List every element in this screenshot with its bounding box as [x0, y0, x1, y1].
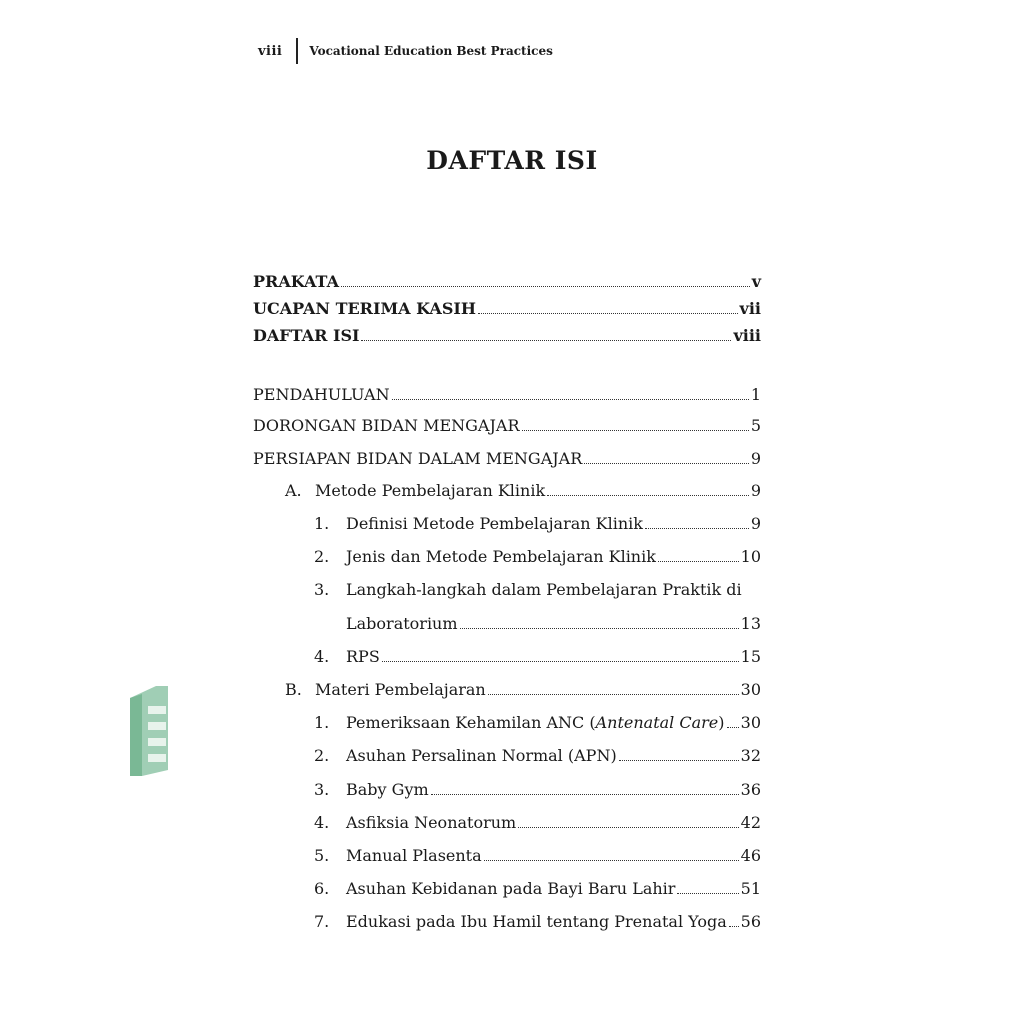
toc-label: Jenis dan Metode Pembelajaran Klinik	[346, 547, 656, 566]
toc-label: RPS	[346, 647, 380, 666]
toc-leader	[361, 340, 731, 341]
toc-page: 56	[740, 912, 761, 931]
toc-label: PERSIAPAN BIDAN DALAM MENGAJAR	[253, 449, 583, 468]
toc-entry-item[interactable]	[346, 614, 761, 634]
toc-entry-item[interactable]	[314, 713, 761, 733]
toc-entry-front[interactable]	[253, 326, 761, 346]
toc-label: Asuhan Persalinan Normal (APN)	[346, 746, 617, 765]
toc-label: Asuhan Kebidanan pada Bayi Baru Lahir	[346, 879, 676, 898]
toc-label: Edukasi pada Ibu Hamil tentang Prenatal Yoga	[346, 912, 727, 931]
toc-entry-front[interactable]	[253, 272, 761, 292]
book-logo-icon	[124, 684, 170, 778]
toc-entry-item[interactable]	[314, 647, 761, 667]
toc-label: Metode Pembelajaran Klinik	[315, 481, 546, 500]
toc-entry-section[interactable]	[285, 481, 761, 501]
toc-leader	[478, 313, 738, 314]
toc-entry-front[interactable]	[253, 299, 761, 319]
toc-entry-item[interactable]	[314, 780, 761, 800]
toc-page: 13	[740, 614, 761, 633]
toc-page: 36	[740, 780, 761, 799]
toc-entry-item[interactable]	[314, 514, 761, 534]
toc-entry-item[interactable]	[314, 912, 761, 932]
toc-label-line1: Langkah-langkah dalam Pembelajaran Praktik di	[346, 580, 742, 599]
toc-entry-item[interactable]	[314, 846, 761, 866]
toc-label: PENDAHULUAN	[253, 385, 390, 404]
toc-leader	[392, 399, 749, 400]
toc-entry-section[interactable]	[285, 680, 761, 700]
header-book-title: Vocational Education Best Practices	[309, 44, 553, 58]
toc-label: DORONGAN BIDAN MENGAJAR	[253, 416, 520, 435]
toc-page: 51	[740, 879, 761, 898]
toc-leader	[619, 760, 739, 761]
toc-entry-chapter[interactable]	[253, 385, 761, 405]
toc-label: UCAPAN TERIMA KASIH	[253, 299, 476, 318]
toc-number: 7.	[314, 912, 330, 931]
header-page-number: viii	[258, 43, 283, 59]
toc-page: 30	[740, 713, 761, 732]
toc-page: 32	[740, 746, 761, 765]
toc-entry-chapter[interactable]	[253, 449, 761, 469]
toc-entry-item[interactable]	[314, 813, 761, 833]
toc-label	[346, 713, 725, 733]
toc-leader	[584, 463, 749, 464]
toc-number: 3.	[314, 580, 330, 599]
toc-leader	[341, 286, 750, 287]
toc-entry-item[interactable]	[314, 746, 761, 766]
toc-leader	[518, 827, 738, 828]
toc-page: 1	[750, 385, 761, 404]
toc-page: 30	[740, 680, 761, 699]
toc-page: v	[751, 272, 761, 291]
toc-entry-chapter[interactable]	[253, 416, 761, 436]
toc-label-text: Pemeriksaan Kehamilan ANC (	[346, 713, 596, 732]
toc-leader	[431, 794, 739, 795]
running-header	[258, 38, 553, 64]
toc-number: 2.	[314, 547, 330, 566]
toc-leader	[658, 561, 739, 562]
toc-number: 4.	[314, 647, 330, 666]
toc-page: 9	[750, 481, 761, 500]
toc-label: PRAKATA	[253, 272, 339, 291]
toc-label: Baby Gym	[346, 780, 429, 799]
toc-label: Materi Pembelajaran	[315, 680, 486, 699]
toc-leader	[484, 860, 739, 861]
toc-leader	[729, 926, 739, 927]
toc-leader	[488, 694, 739, 695]
toc-page: 10	[740, 547, 761, 566]
toc-page: vii	[739, 299, 761, 318]
toc-number: 2.	[314, 746, 330, 765]
toc-page: 9	[750, 514, 761, 533]
toc-number: 6.	[314, 879, 330, 898]
toc-number: B.	[285, 680, 302, 699]
toc-label: Laboratorium	[346, 614, 458, 633]
toc-page: 42	[740, 813, 761, 832]
toc-leader	[522, 430, 749, 431]
toc-page: 5	[750, 416, 761, 435]
toc-label: Manual Plasenta	[346, 846, 482, 865]
toc-label: Asfiksia Neonatorum	[346, 813, 517, 832]
toc-number: 3.	[314, 780, 330, 799]
toc-leader	[645, 528, 749, 529]
toc-entry-item[interactable]	[314, 879, 761, 899]
toc-entry-item[interactable]	[314, 547, 761, 567]
page-title: DAFTAR ISI	[426, 146, 598, 175]
toc-number: 1.	[314, 713, 330, 732]
header-divider	[296, 38, 298, 64]
toc-leader	[382, 661, 739, 662]
toc-page: 9	[750, 449, 761, 468]
toc-number: 4.	[314, 813, 330, 832]
toc-page: 46	[740, 846, 761, 865]
toc-number: 1.	[314, 514, 330, 533]
toc-label: DAFTAR ISI	[253, 326, 360, 345]
toc-leader	[460, 628, 739, 629]
toc-leader	[677, 893, 738, 894]
toc-leader	[547, 495, 749, 496]
toc-leader	[727, 727, 739, 728]
toc-label-end: )	[718, 713, 725, 732]
toc-label: Definisi Metode Pembelajaran Klinik	[346, 514, 643, 533]
toc-label-italic: Antenatal Care	[595, 713, 719, 732]
toc-page: viii	[733, 326, 761, 345]
toc-page: 15	[740, 647, 761, 666]
toc-number: A.	[285, 481, 302, 500]
toc-number: 5.	[314, 846, 330, 865]
